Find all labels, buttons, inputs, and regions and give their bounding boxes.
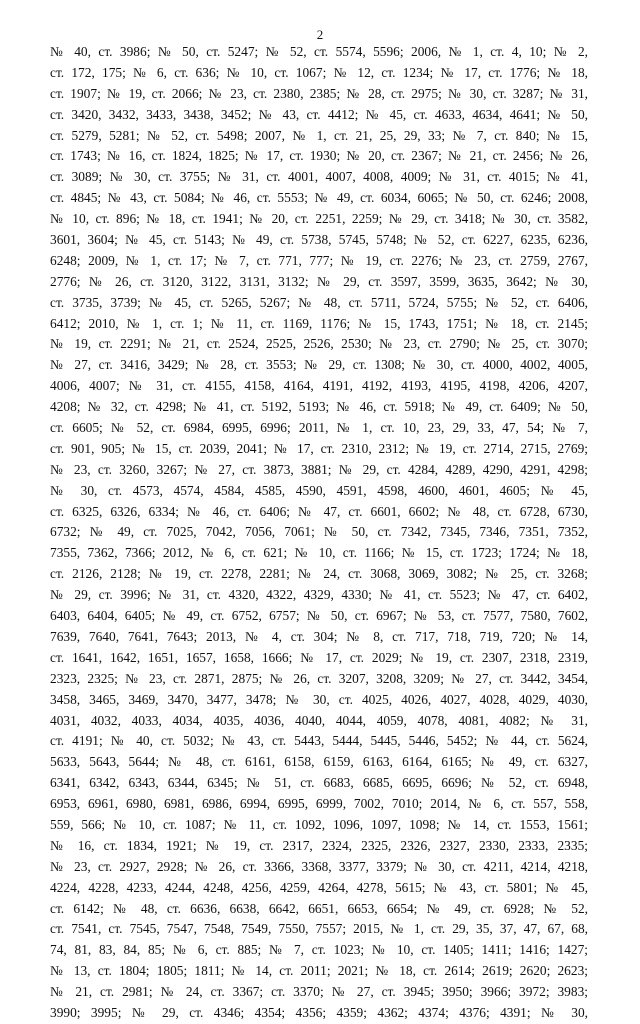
text-line: № 40, ст. 3986; № 50, ст. 5247; № 52, ст. 5574, 5596; 2006, № 1, ст. 4, 10; № 2,	[50, 44, 588, 59]
text-line: № 10, ст. 896; № 18, ст. 1941; № 20, ст. 2251, 2259; № 29, ст. 3418; № 30, ст. 3582,	[50, 211, 588, 227]
text-line: 6403, 6404, 6405; № 49, ст. 6752, 6757; № 50, ст. 6967; № 53, ст. 7577, 7580, 7602,	[50, 608, 588, 624]
text-line: ст. 7541, ст. 7545, 7547, 7548, 7549, 7550, 7557; 2015, № 1, ст. 29, 35, 37, 47, 67, 68,	[50, 921, 588, 937]
text-line: 7355, 7362, 7366; 2012, № 6, ст. 621; № 10, ст. 1166; № 15, ст. 1723; 1724; № 18,	[50, 545, 588, 561]
text-line: № 29, ст. 3996; № 31, ст. 4320, 4322, 4329, 4330; № 41, ст. 5523; № 47, ст. 6402,	[50, 587, 588, 603]
text-line: 6248; 2009, № 1, ст. 17; № 7, ст. 771, 777; № 19, ст. 2276; № 23, ст. 2759, 2767,	[50, 252, 588, 268]
text-line: 3990; 3995; № 29, ст. 4346; 4354; 4356; 4359; 4362; 4374; 4376; 4391; № 30,	[50, 1004, 588, 1020]
text-line: 3458, 3465, 3469, 3470, 3477, 3478; № 30, ст. 4025, 4026, 4027, 4028, 4029, 4030,	[50, 691, 588, 707]
text-line: ст. 4191; № 40, ст. 5032; № 43, ст. 5443, 5444, 5445, 5446, 5452; № 44, ст. 5624,	[50, 733, 588, 749]
text-line: № 23, ст. 2927, 2928; № 26, ст. 3366, 3368, 3377, 3379; № 30, ст. 4211, 4214, 4218,	[50, 858, 588, 874]
text-line: ст. 172, 175; № 6, ст. 636; № 10, ст. 1067; № 12, ст. 1234; № 17, ст. 1776; № 18,	[50, 64, 588, 80]
text-line: 4208; № 32, ст. 4298; № 41, ст. 5192, 5193; № 46, ст. 5918; № 49, ст. 6409; № 50,	[50, 399, 588, 415]
text-line: ст. 4845; № 43, ст. 5084; № 46, ст. 5553; № 49, ст. 6034, 6065; № 50, ст. 6246; 2008,	[50, 190, 588, 206]
text-line: ст. 1907; № 19, ст. 2066; № 23, ст. 2380, 2385; № 28, ст. 2975; № 30, ст. 3287; № 31,	[50, 85, 588, 101]
text-line: ст. 3735, 3739; № 45, ст. 5265, 5267; № 48, ст. 5711, 5724, 5755; № 52, ст. 6406,	[50, 294, 588, 310]
text-line: 5633, 5643, 5644; № 48, ст. 6161, 6158, 6159, 6163, 6164, 6165; № 49, ст. 6327,	[50, 754, 588, 770]
legal-citation-text	[50, 42, 588, 1024]
text-line: 6732; № 49, ст. 7025, 7042, 7056, 7061; № 50, ст. 7342, 7345, 7346, 7351, 7352,	[50, 524, 588, 540]
text-line: ст. 6605; № 52, ст. 6984, 6995, 6996; 2011, № 1, ст. 10, 23, 29, 33, 47, 54; № 7,	[50, 420, 588, 436]
text-line: ст. 1743; № 16, ст. 1824, 1825; № 17, ст. 1930; № 20, ст. 2367; № 21, ст. 2456; № 26,	[50, 148, 588, 164]
text-line: ст. 3420, 3432, 3433, 3438, 3452; № 43, ст. 4412; № 45, ст. 4633, 4634, 4641; № 50,	[50, 106, 588, 122]
text-line: 559, 566; № 10, ст. 1087; № 11, ст. 1092, 1096, 1097, 1098; № 14, ст. 1553, 1561;	[50, 816, 588, 832]
text-line: 7639, 7640, 7641, 7643; 2013, № 4, ст. 304; № 8, ст. 717, 718, 719, 720; № 14,	[50, 628, 588, 644]
text-line: 2776; № 26, ст. 3120, 3122, 3131, 3132; № 29, ст. 3597, 3599, 3635, 3642; № 30,	[50, 273, 588, 289]
text-line: 4224, 4228, 4233, 4244, 4248, 4256, 4259, 4264, 4278, 5615; № 43, ст. 5801; № 45,	[50, 879, 588, 895]
text-line: 3601, 3604; № 45, ст. 5143; № 49, ст. 5738, 5745, 5748; № 52, ст. 6227, 6235, 6236,	[50, 232, 588, 248]
text-line: ст. 1641, 1642, 1651, 1657, 1658, 1666; № 17, ст. 2029; № 19, ст. 2307, 2318, 2319,	[50, 649, 588, 665]
text-line: 74, 81, 83, 84, 85; № 6, ст. 885; № 7, ст. 1023; № 10, ст. 1405; 1411; 1416; 1427;	[50, 942, 588, 958]
text-line: ст. 2126, 2128; № 19, ст. 2278, 2281; № 24, ст. 3068, 3069, 3082; № 25, ст. 3268;	[50, 566, 588, 582]
text-line: № 30, ст. 4573, 4574, 4584, 4585, 4590, 4591, 4598, 4600, 4601, 4605; № 45,	[50, 482, 588, 498]
text-line: 4031, 4032, 4033, 4034, 4035, 4036, 4040, 4044, 4059, 4078, 4081, 4082; № 31,	[50, 712, 588, 728]
text-line: № 21, ст. 2981; № 24, ст. 3367; ст. 3370; № 27, ст. 3945; 3950; 3966; 3972; 3983;	[50, 984, 588, 1000]
text-line: ст. 6142; № 48, ст. 6636, 6638, 6642, 6651, 6653, 6654; № 49, ст. 6928; № 52,	[50, 900, 588, 916]
text-line: № 27, ст. 3416, 3429; № 28, ст. 3553; № 29, ст. 1308; № 30, ст. 4000, 4002, 4005,	[50, 357, 588, 373]
text-line: 4006, 4007; № 31, ст. 4155, 4158, 4164, 4191, 4192, 4193, 4195, 4198, 4206, 4207,	[50, 378, 588, 394]
text-line: № 13, ст. 1804; 1805; 1811; № 14, ст. 2011; 2021; № 18, ст. 2614; 2619; 2620; 2623;	[50, 963, 588, 979]
text-line: № 23, ст. 3260, 3267; № 27, ст. 3873, 3881; № 29, ст. 4284, 4289, 4290, 4291, 4298;	[50, 461, 588, 477]
text-line: № 16, ст. 1834, 1921; № 19, ст. 2317, 2324, 2325, 2326, 2327, 2330, 2333, 2335;	[50, 837, 588, 853]
text-line: ст. 6325, 6326, 6334; № 46, ст. 6406; № 47, ст. 6601, 6602; № 48, ст. 6728, 6730,	[50, 503, 588, 519]
text-line: 2323, 2325; № 23, ст. 2871, 2875; № 26, ст. 3207, 3208, 3209; № 27, ст. 3442, 3454,	[50, 670, 588, 686]
text-line: 6341, 6342, 6343, 6344, 6345; № 51, ст. 6683, 6685, 6695, 6696; № 52, ст. 6948,	[50, 775, 588, 791]
text-line: ст. 3089; № 30, ст. 3755; № 31, ст. 4001, 4007, 4008, 4009; № 31, ст. 4015; № 41,	[50, 169, 588, 185]
text-line: 6412; 2010, № 1, ст. 1; № 11, ст. 1169, 1176; № 15, 1743, 1751; № 18, ст. 2145;	[50, 315, 588, 331]
page-number: 2	[316, 27, 324, 42]
text-line: ст. 901, 905; № 15, ст. 2039, 2041; № 17, ст. 2310, 2312; № 19, ст. 2714, 2715, 2769;	[50, 440, 588, 456]
text-line: 6953, 6961, 6980, 6981, 6986, 6994, 6995, 6999, 7002, 7010; 2014, № 6, ст. 557, 558,	[50, 796, 588, 812]
text-line: ст. 5279, 5281; № 52, ст. 5498; 2007, № 1, ст. 21, 25, 29, 33; № 7, ст. 840; № 15,	[50, 127, 588, 143]
text-line: № 19, ст. 2291; № 21, ст. 2524, 2525, 2526, 2530; № 23, ст. 2790; № 25, ст. 3070;	[50, 336, 588, 352]
